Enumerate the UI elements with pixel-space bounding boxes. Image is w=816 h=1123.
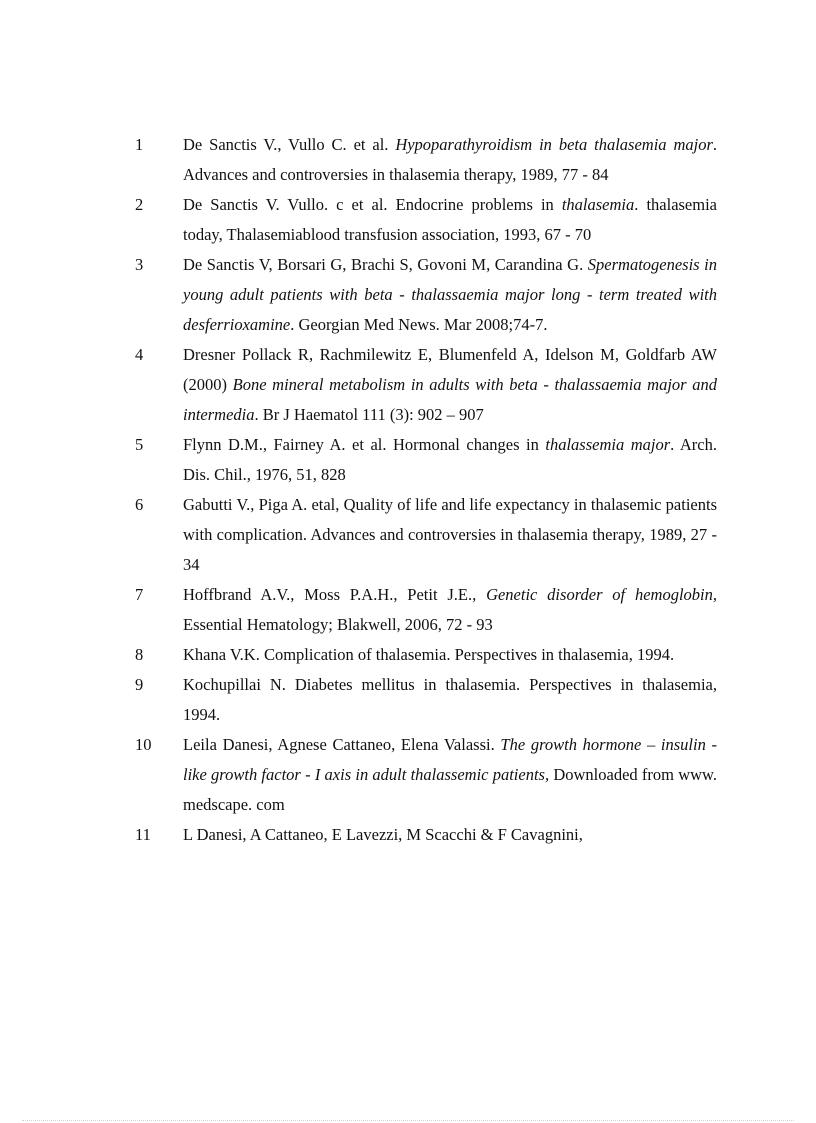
reference-text-segment: De Sanctis V, Borsari G, Brachi S, Govoni M, Carandina G. — [183, 255, 588, 274]
reference-title-italic: Bone mineral metabolism in adults with beta - thalassaemia major and intermedia — [183, 375, 717, 424]
reference-item — [135, 190, 717, 250]
reference-title-italic: thalasemia — [561, 195, 635, 214]
reference-item — [135, 250, 717, 340]
reference-text-segment: Leila Danesi, Agnese Cattaneo, Elena Valassi. — [183, 735, 501, 754]
reference-number: 3 — [135, 255, 144, 274]
reference-text — [183, 130, 717, 190]
reference-title-italic: Hypoparathyroidism in beta thalasemia major — [395, 135, 713, 154]
reference-item — [135, 130, 717, 190]
reference-list — [135, 130, 717, 850]
reference-text — [183, 190, 717, 250]
reference-text-segment: , Essential Hematology; Blakwell, 2006, 72 - 93 — [183, 585, 717, 634]
reference-item — [135, 730, 717, 820]
reference-text — [183, 820, 717, 850]
reference-text-segment: . thalasemia today, Thalasemiablood transfusion association, 1993, 67 - 70 — [183, 195, 718, 244]
reference-text-segment: . Br J Haematol 111 (3): 902 – 907 — [254, 405, 484, 424]
reference-number: 11 — [135, 825, 151, 844]
reference-text — [183, 730, 717, 820]
reference-item — [135, 670, 717, 730]
reference-text-segment: . Arch. Dis. Chil., 1976, 51, 828 — [183, 435, 717, 484]
reference-item — [135, 580, 717, 640]
reference-text — [183, 340, 717, 430]
reference-text-segment: Hoffbrand A.V., Moss P.A.H., Petit J.E., — [183, 585, 487, 604]
reference-title-italic: thalassemia major — [545, 435, 671, 454]
reference-text-segment: De Sanctis V. Vullo. c et al. Endocrine problems in — [183, 195, 562, 214]
reference-number: 1 — [135, 135, 144, 154]
reference-item — [135, 340, 717, 430]
reference-item — [135, 820, 717, 850]
reference-item — [135, 490, 717, 580]
reference-text-segment: . Georgian Med News. Mar 2008;74-7. — [290, 315, 548, 334]
reference-text — [183, 580, 717, 640]
reference-text — [183, 250, 717, 340]
reference-text — [183, 490, 717, 580]
reference-title-italic: Genetic disorder of hemoglobin — [486, 585, 713, 604]
reference-text-segment: Flynn D.M., Fairney A. et al. Hormonal changes in — [183, 435, 546, 454]
reference-text-segment: Downloaded from www. medscape. com — [183, 765, 718, 814]
reference-number: 6 — [135, 495, 144, 514]
reference-text-segment: Kochupillai N. Diabetes mellitus in thalasemia. Perspectives in thalasemia, 1994. — [183, 675, 717, 724]
reference-title-italic: The growth hormone – insulin - like growth factor - I axis in adult thalassemic patients, — [183, 735, 718, 784]
reference-number: 7 — [135, 585, 144, 604]
reference-item — [135, 640, 717, 670]
reference-text — [183, 640, 717, 670]
reference-text-segment: Khana V.K. Complication of thalasemia. Perspectives in thalasemia, 1994. — [183, 645, 675, 664]
reference-text-segment: De Sanctis V., Vullo C. et al. — [183, 135, 396, 154]
reference-text-segment: Gabutti V., Piga A. etal, Quality of life and life expectancy in thalasemic patients with complication. Advances and controversies in thalasemia therapy, 1989, 27 - 34 — [183, 495, 717, 574]
reference-text-segment: Dresner Pollack R, Rachmilewitz E, Blumenfeld A, Idelson M, Goldfarb AW (2000) — [183, 345, 717, 394]
reference-number: 9 — [135, 675, 144, 694]
reference-number: 8 — [135, 645, 144, 664]
reference-text-segment: L Danesi, A Cattaneo, E Lavezzi, M Scacchi & F Cavagnini, — [183, 825, 583, 844]
reference-title-italic: Spermatogenesis in young adult patients with beta - thalassaemia major long - term treated with desferrioxamine — [183, 255, 717, 334]
reference-text — [183, 670, 717, 730]
reference-text — [183, 430, 717, 490]
reference-number: 10 — [135, 735, 152, 754]
page-boundary-line — [22, 1120, 794, 1121]
reference-number: 4 — [135, 345, 144, 364]
reference-number: 5 — [135, 435, 144, 454]
reference-item — [135, 430, 717, 490]
reference-text-segment: . Advances and controversies in thalasemia therapy, 1989, 77 - 84 — [183, 135, 717, 184]
reference-number: 2 — [135, 195, 144, 214]
